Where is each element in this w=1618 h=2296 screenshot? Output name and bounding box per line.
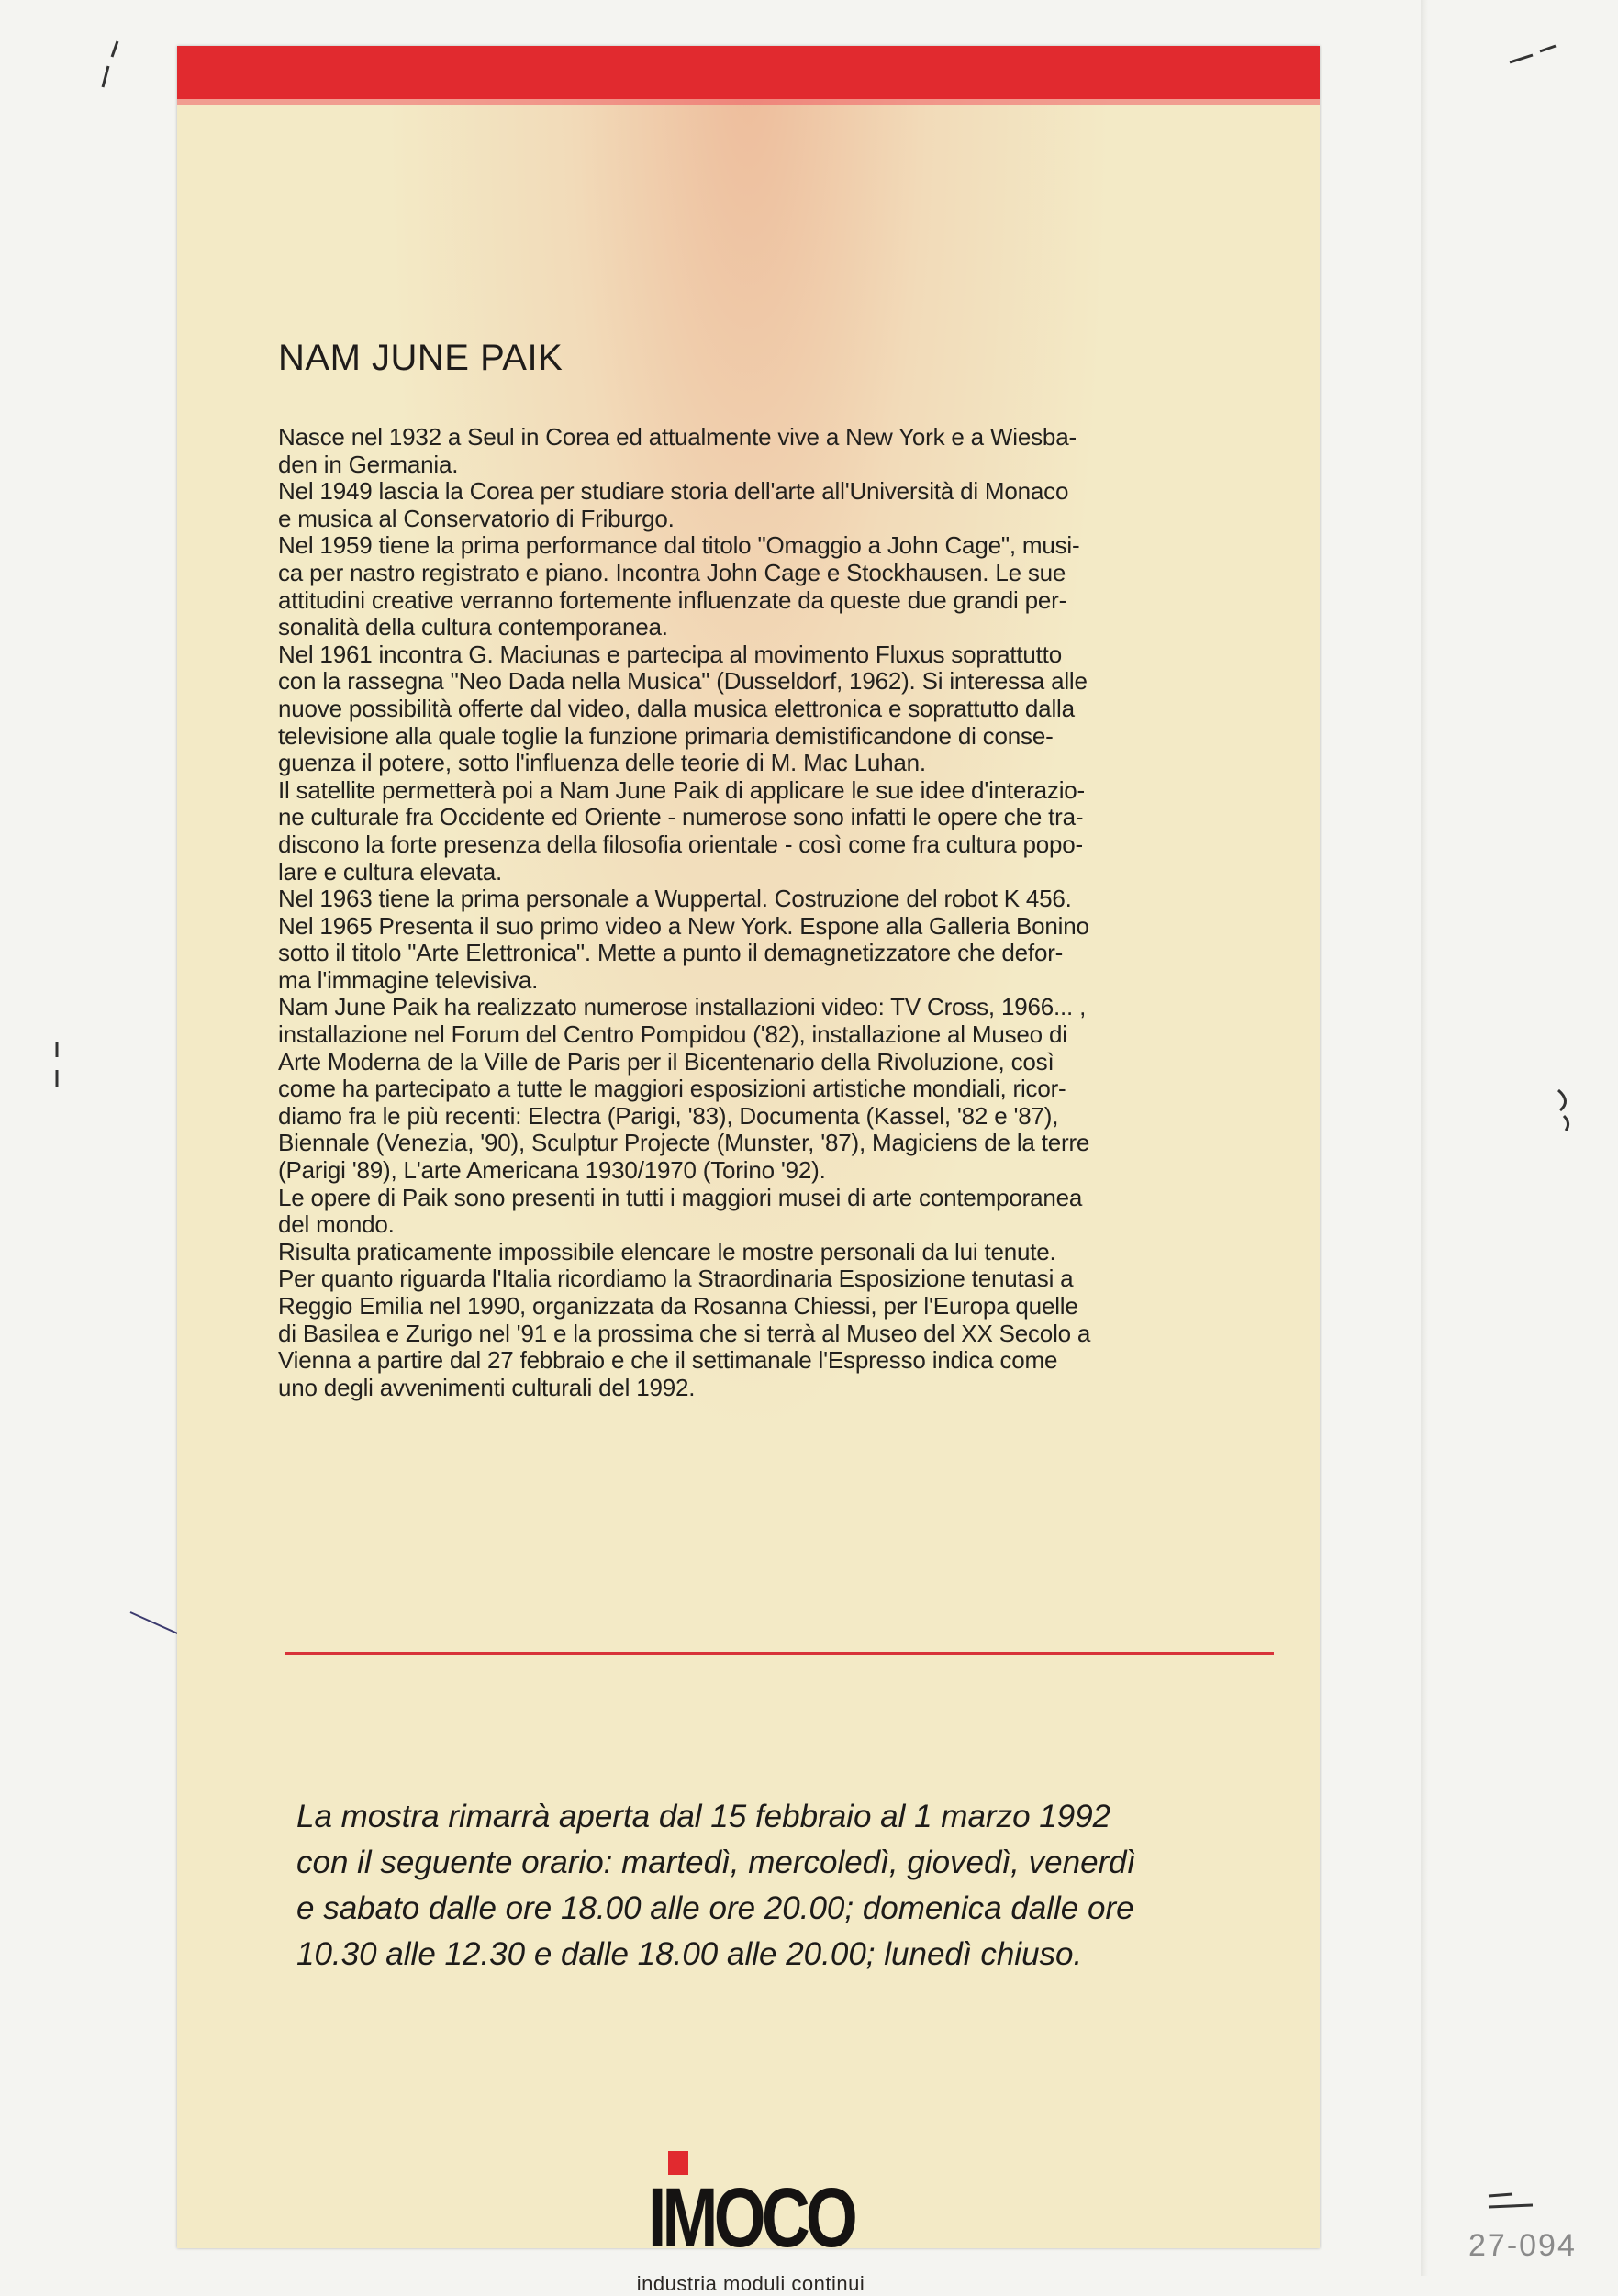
bio-line: ca per nastro registrato e piano. Incontra John Cage e Stockhausen. Le sue (278, 558, 1066, 586)
bio-line: Nel 1961 incontra G. Maciunas e partecipa al movimento Fluxus soprattutto (278, 640, 1062, 668)
registration-mark-bottom-right (1485, 2189, 1540, 2216)
bio-line: Arte Moderna de la Ville de Paris per il Bicentenario della Rivoluzione, così (278, 1047, 1054, 1076)
scan-frame-edge (1421, 0, 1428, 2276)
bio-line: come ha partecipato a tutte le maggiori esposizioni artistiche mondiali, ricor- (278, 1075, 1066, 1103)
bio-line: uno degli avvenimenti culturali del 1992. (278, 1373, 696, 1401)
bio-line: Biennale (Venezia, '90), Sculptur Projecte (Munster, '87), Magiciens de la terre (278, 1129, 1090, 1157)
hours-line: La mostra rimarrà aperta dal 15 febbraio al 1 marzo 1992 (296, 1799, 1111, 1834)
bio-line: Nel 1949 lascia la Corea per studiare storia dell'arte all'Università di Monaco (278, 477, 1069, 506)
divider-line (285, 1652, 1274, 1655)
bio-line: ma l'immagine televisiva. (278, 965, 539, 994)
biography-text (278, 424, 1233, 1401)
bio-line: televisione alla quale toglie la funzione primaria demistificandone di conse- (278, 721, 1054, 750)
bio-line: con la rassegna "Neo Dada nella Musica" (Dusseldorf, 1962). Si interessa alle (278, 667, 1088, 696)
bio-line: (Parigi '89), L'arte Americana 1930/1970 (Torino '92). (278, 1156, 826, 1185)
bio-line: den in Germania. (278, 450, 459, 478)
top-color-band (177, 46, 1320, 99)
hours-line: e sabato dalle ore 18.00 alle ore 20.00; domenica dalle ore (296, 1890, 1134, 1926)
bio-line: lare e cultura elevata. (278, 857, 502, 886)
bio-line: Per quanto riguarda l'Italia ricordiamo la Straordinaria Esposizione tenutasi a (278, 1265, 1074, 1293)
bio-line: Vienna a partire dal 27 febbraio e che il settimanale l'Espresso indica come (278, 1346, 1058, 1375)
artist-name-heading: NAM JUNE PAIK (278, 338, 564, 378)
hours-line: 10.30 alle 12.30 e dalle 18.00 alle 20.00; lunedì chiuso. (296, 1936, 1083, 1972)
bio-line: diamo fra le più recenti: Electra (Parigi, '83), Documenta (Kassel, '82 e '87), (278, 1101, 1059, 1130)
bio-line: Nel 1959 tiene la prima performance dal titolo "Omaggio a John Cage", musi- (278, 531, 1080, 560)
bio-line: sotto il titolo "Arte Elettronica". Mette a punto il demagnetizzatore che defor- (278, 939, 1064, 967)
registration-mark-top-left (92, 37, 128, 92)
bio-line: installazione nel Forum del Centro Pompidou ('82), installazione al Museo di (278, 1020, 1067, 1049)
hours-line: con il seguente orario: martedì, mercoledì, giovedì, venerdì (296, 1845, 1136, 1880)
bio-line: ne culturale fra Occidente ed Oriente - numerose sono infatti le opere che tra- (278, 803, 1084, 831)
exhibition-leaflet (177, 46, 1320, 2295)
bio-line: Risulta praticamente impossibile elencare le mostre personali da lui tenute. (278, 1237, 1056, 1265)
bio-line: sonalità della cultura contemporanea. (278, 613, 668, 641)
logo-tagline: industria moduli continui (636, 2272, 865, 2295)
bio-line: Nasce nel 1932 a Seul in Corea ed attualmente vive a New York e a Wiesba- (278, 423, 1077, 451)
bio-line: nuove possibilità offerte dal video, dalla musica elettronica e soprattutto dalla (278, 694, 1075, 722)
registration-mark-left (48, 1037, 66, 1092)
bio-line: Le opere di Paik sono presenti in tutti i maggiori musei di arte contemporanea (278, 1183, 1083, 1211)
svg-text:IMOCO: IMOCO (648, 2171, 855, 2265)
bio-line: Il satellite permetterà poi a Nam June Paik di applicare le sue idee d'interazio- (278, 775, 1086, 804)
bio-line: Nel 1965 Presenta il suo primo video a New York. Espone alla Galleria Bonino (278, 911, 1089, 940)
bio-line: Nam June Paik ha realizzato numerose installazioni video: TV Cross, 1966... , (278, 993, 1087, 1021)
bio-line: guenza il potere, sotto l'influenza delle teorie di M. Mac Luhan. (278, 749, 926, 777)
registration-mark-right (1551, 1083, 1579, 1138)
exhibition-hours-text (296, 1794, 1306, 1978)
bio-line: e musica al Conservatorio di Friburgo. (278, 504, 675, 532)
bio-line: di Basilea e Zurigo nel '91 e la prossima che si terrà al Museo del XX Secolo a (278, 1319, 1091, 1347)
bio-line: del mondo. (278, 1210, 395, 1239)
bio-line: attitudini creative verranno fortemente influenzate da queste due grandi per- (278, 585, 1067, 614)
bio-line: Nel 1963 tiene la prima personale a Wuppertal. Costruzione del robot K 456. (278, 885, 1072, 913)
bio-line: Reggio Emilia nel 1990, organizzata da Rosanna Chiessi, per l'Europa quelle (278, 1292, 1078, 1320)
archive-reference-note: 27-094 (1468, 2228, 1577, 2263)
registration-mark-top-right (1505, 37, 1560, 73)
bio-line: discono la forte presenza della filosofia orientale - così come fra cultura popo- (278, 830, 1083, 858)
